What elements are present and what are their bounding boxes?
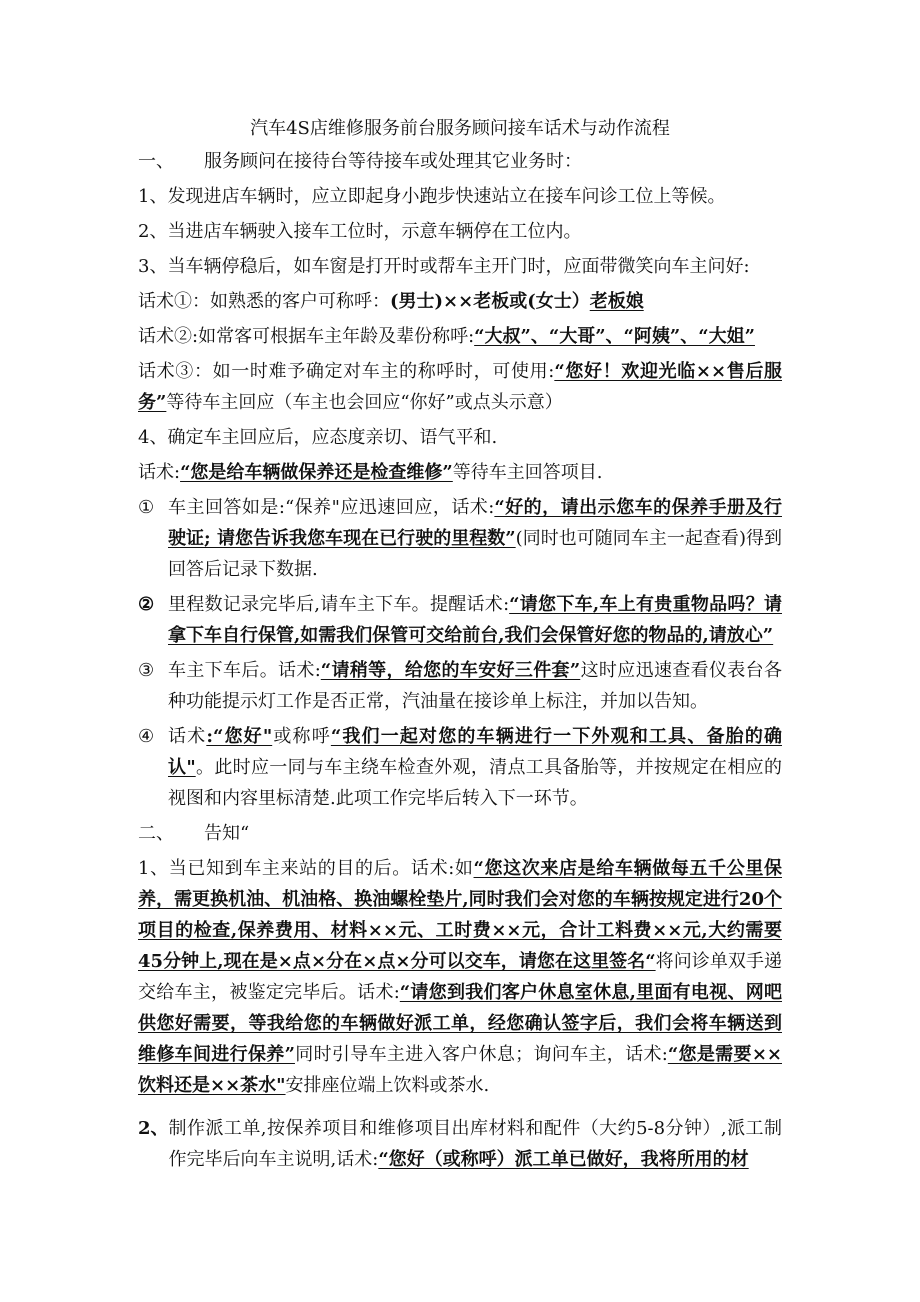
circled-item-1 <box>138 492 782 585</box>
script-text: 同时引导车主进入客户休息；询问车主，话术: <box>294 1044 668 1065</box>
section-heading-2 <box>138 818 782 849</box>
script-text: 安排座位端上饮料或茶水. <box>285 1075 490 1096</box>
script-text: 话术①：如熟悉的客户可称呼： <box>138 291 390 312</box>
step-item: 4、确定车主回应后，应态度亲切、语气平和. <box>138 427 498 448</box>
script-text: 话术 <box>168 726 207 747</box>
script-bold-underlined: “您这次来店是给车辆做每五千公里保养，需更换机油、机油格、换油螺栓垫片,同时我们会对您的车辆按规定进行20个项目的检查,保养费用、材料××元、工时费××元，合计工料费××元,大约需要45分钟上,现在是×点×分在×点×分可以交车，请您在这里签名“ <box>138 858 782 972</box>
script-paragraph-2 <box>138 321 782 352</box>
circled-marker: ② <box>138 594 155 615</box>
step-item: 3、当车辆停稳后，如车窗是打开时或帮车主开门时，应面带微笑向车主问好: <box>138 256 750 277</box>
script-text: 将问诊单双手递交给车主，被鉴定完毕后。话术: <box>138 951 782 1003</box>
script-text: 车主下车后。话术: <box>168 660 321 681</box>
step-item: 1、发现进店车辆时，应立即起身小跑步快速站立在接车问诊工位上等候。 <box>138 186 726 207</box>
circled-item-4 <box>138 721 782 814</box>
script-text: 等待车主回应（车主也会回应“你好”或点头示意） <box>166 392 563 413</box>
notice-paragraph-1 <box>138 853 782 1101</box>
section-number: 一、 <box>138 151 174 172</box>
section-text: 告知“ <box>204 823 250 844</box>
script-text: 或称呼 <box>272 726 331 747</box>
step-number: 2、 <box>138 1118 169 1139</box>
script-text: 里程数记录完毕后,请车主下车。提醒话术: <box>168 594 510 615</box>
section-heading-1 <box>138 146 782 177</box>
section-text: 服务顾问在接待台等待接车或处理其它业务时： <box>204 151 582 172</box>
script-bold-underlined: “您好（或称呼）派工单已做好，我将所用的材 <box>378 1149 749 1170</box>
script-bold-underlined: “请您到我们客户休息室休息,里面有电视、网吧供您好需要，等我给您的车辆做好派工单，经您确认签字后，我们会将车辆送到维修车间进行保养” <box>138 982 782 1065</box>
script-bold-underlined: “您好！欢迎光临××售后服务” <box>138 361 782 413</box>
script-text: (同时也可随同车主一起查看)得到回答后记录下数据. <box>168 528 783 580</box>
script-text: 1、当已知到车主来站的目的后。话术:如 <box>138 858 474 879</box>
script-bold-underlined: :“您好" <box>206 726 273 747</box>
script-text: 。此时应一同与车主绕车检查外观，清点工具备胎等，并按规定在相应的视图和内容里标清楚.此项工作完毕后转入下一环节。 <box>168 757 782 809</box>
circled-item-3 <box>138 655 782 717</box>
script-bold-underlined: 老板娘 <box>589 291 644 312</box>
script-bold-underlined: “我们一起对您的车辆进行一下外观和工具、备胎的确认" <box>168 726 782 778</box>
script-text: 车主回答如是:“保养"应迅速回应，话术: <box>168 497 495 518</box>
circled-marker: ③ <box>138 660 155 681</box>
section-number: 二、 <box>138 823 174 844</box>
script-bold-underlined: “大叔”、“大哥”、“阿姨”、“大姐” <box>474 326 755 347</box>
script-paragraph-4 <box>138 457 782 488</box>
script-bold-underlined: “请稍等，给您的车安好三件套” <box>320 660 581 681</box>
script-paragraph-1 <box>138 286 782 317</box>
script-text: 等待车主回答项目. <box>452 462 603 483</box>
document-title: 汽车4S店维修服务前台服务顾问接车话术与动作流程 <box>250 118 670 139</box>
script-text: 话术: <box>138 462 181 483</box>
script-text: 话术②:如常客可根据车主年龄及辈份称呼: <box>138 326 475 347</box>
script-bold-underlined: “您是需要××饮料还是××茶水" <box>138 1044 782 1096</box>
script-text: 话术③：如一时难予确定对车主的称呼时，可使用: <box>138 361 555 382</box>
script-paragraph-3 <box>138 356 782 418</box>
step-item: 2、当进店车辆驶入接车工位时，示意车辆停在工位内。 <box>138 221 582 242</box>
script-text: 制作派工单,按保养项目和维修项目出库材料和配件（大约5-8分钟）,派工制作完毕后向车主说明,话术: <box>168 1118 782 1170</box>
circled-marker: ① <box>138 497 155 518</box>
script-bold-underlined: “请您下车,车上有贵重物品吗？请拿下车自行保管,如需我们保管可交给前台,我们会保管好您的物品的,请放心” <box>168 594 782 646</box>
script-bold: (男士)××老板或(女士） <box>390 291 590 312</box>
circled-item-2 <box>138 589 782 651</box>
circled-marker: ④ <box>138 726 155 747</box>
script-bold-underlined: “您是给车辆做保养还是检查维修” <box>180 462 453 483</box>
script-text: 这时应迅速查看仪表台各种功能提示灯工作是否正常，汽油量在接诊单上标注，并加以告知。 <box>168 660 782 712</box>
notice-paragraph-2 <box>138 1113 782 1175</box>
script-bold-underlined: “好的，请出示您车的保养手册及行驶证; 请您告诉我您车现在已行驶的里程数” <box>168 497 782 549</box>
